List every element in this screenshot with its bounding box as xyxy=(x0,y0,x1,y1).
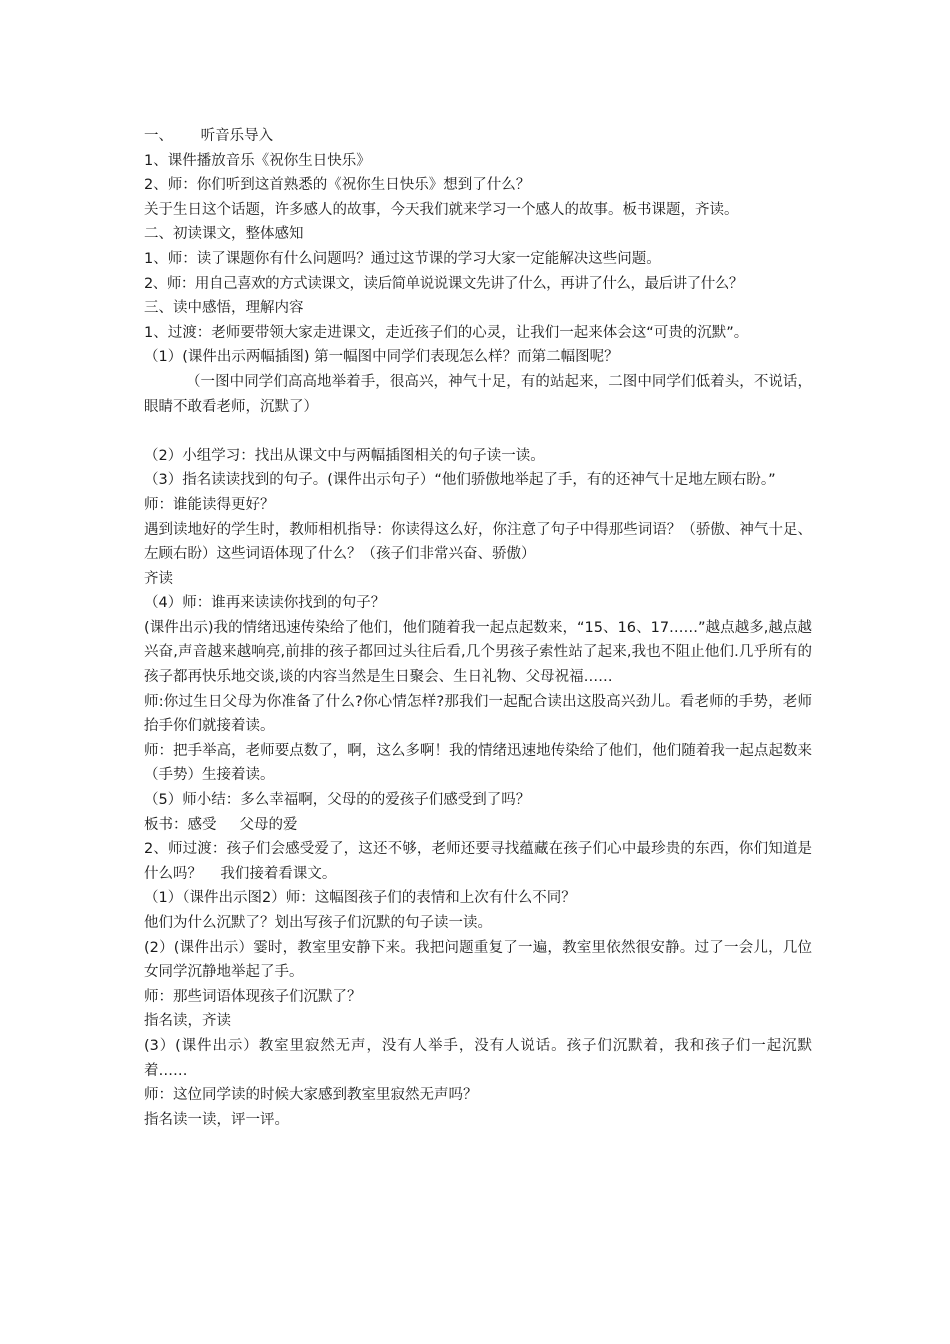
paragraph: 1、过渡：老师要带领大家走进课文，走近孩子们的心灵，让我们一起来体会这“可贵的沉默”。 xyxy=(144,324,749,341)
paragraph: 师：那些词语体现孩子们沉默了？ xyxy=(144,988,362,1005)
paragraph: 指名读，齐读 xyxy=(144,1013,231,1030)
paragraph: （4）师：谁再来读读你找到的句子？ xyxy=(144,595,386,612)
paragraph: 师：谁能读得更好？ xyxy=(144,496,275,513)
blank-line xyxy=(144,419,812,444)
paragraph: 1、师：读了课题你有什么问题吗？通过这节课的学习大家一定能解决这些问题。 xyxy=(144,250,661,267)
paragraph: 2、师过渡：孩子们会感受爱了，这还不够，老师还要寻找蕴藏在孩子们心中最珍贵的东西，你们知道是什么吗？ 我们接着看课文。 xyxy=(144,841,812,882)
paragraph: （1）(课件出示两幅插图) 第一幅图中同学们表现怎么样？而第二幅图呢？ xyxy=(144,349,619,366)
paragraph: 指名读一读，评一评。 xyxy=(144,1111,289,1128)
paragraph: 2、师：用自己喜欢的方式读课文，读后简单说说课文先讲了什么，再讲了什么，最后讲了什么？ xyxy=(144,275,743,292)
paragraph: 师：把手举高，老师要点数了，啊，这么多啊！我的情绪迅速地传染给了他们，他们随着我一起点起数来（手势）生接着读。 xyxy=(144,742,812,784)
section-heading-1: 一、 听音乐导入 xyxy=(144,128,274,144)
paragraph: 关于生日这个话题，许多感人的故事，今天我们就来学习一个感人的故事。板书课题，齐读。 xyxy=(144,201,739,218)
paragraph: （5）师小结：多么幸福啊，父母的的爱孩子们感受到了吗？ xyxy=(144,792,531,809)
section-heading-2: 二、初读课文，整体感知 xyxy=(144,226,304,243)
paragraph: (2）(课件出示）霎时，教室里安静下来。我把问题重复了一遍，教室里依然很安静。过了一会儿，几位女同学沉静地举起了手。 xyxy=(144,939,812,981)
paragraph: (课件出示)我的情绪迅速传染给了他们，他们随着我一起点起数来，“15、16、17……”越点越多,越点越兴奋,声音越来越响亮,前排的孩子都回过头往后看,几个男孩子索性站了起来,我也不阻止他们.几乎所有的孩子都再快乐地交谈,谈的内容当然是生日聚会、生日礼物、父母祝福…… xyxy=(144,619,812,686)
paragraph: （2）小组学习：找出从课文中与两幅插图相关的句子读一读。 xyxy=(144,447,545,464)
section-heading-3: 三、读中感悟，理解内容 xyxy=(144,300,304,317)
paragraph: 板书：感受 父母的爱 xyxy=(144,816,298,833)
paragraph: (3）(课件出示）教室里寂然无声，没有人举手，没有人说话。孩子们沉默着，我和孩子们一起沉默着…… xyxy=(144,1037,812,1079)
paragraph: （3）指名读读找到的句子。(课件出示句子）“他们骄傲地举起了手，有的还神气十足地左顾右盼。” xyxy=(144,472,776,489)
paragraph: 2、师：你们听到这首熟悉的《祝你生日快乐》想到了什么？ xyxy=(144,177,531,194)
document-body xyxy=(144,124,812,1132)
paragraph: 遇到读地好的学生时，教师相机指导：你读得这么好，你注意了句子中得那些词语？（骄傲、神气十足、左顾右盼）这些词语体现了什么？（孩子们非常兴奋、骄傲） xyxy=(144,521,812,563)
paragraph: 1、课件播放音乐《祝你生日快乐》 xyxy=(144,152,371,169)
paragraph: （1）（课件出示图2）师：这幅图孩子们的表情和上次有什么不同？ xyxy=(144,890,576,907)
paragraph: 师：这位同学读的时候大家感到教室里寂然无声吗？ xyxy=(144,1087,478,1104)
paragraph: 师:你过生日父母为你准备了什么?你心情怎样?那我们一起配合读出这股高兴劲儿。看老师的手势，老师抬手你们就接着读。 xyxy=(144,693,812,735)
paragraph: （一图中同学们高高地举着手，很高兴，神气十足，有的站起来，二图中同学们低着头，不说话，眼睛不敢看老师，沉默了） xyxy=(144,373,812,415)
paragraph: 齐读 xyxy=(144,570,173,587)
paragraph: 他们为什么沉默了？划出写孩子们沉默的句子读一读。 xyxy=(144,915,492,931)
